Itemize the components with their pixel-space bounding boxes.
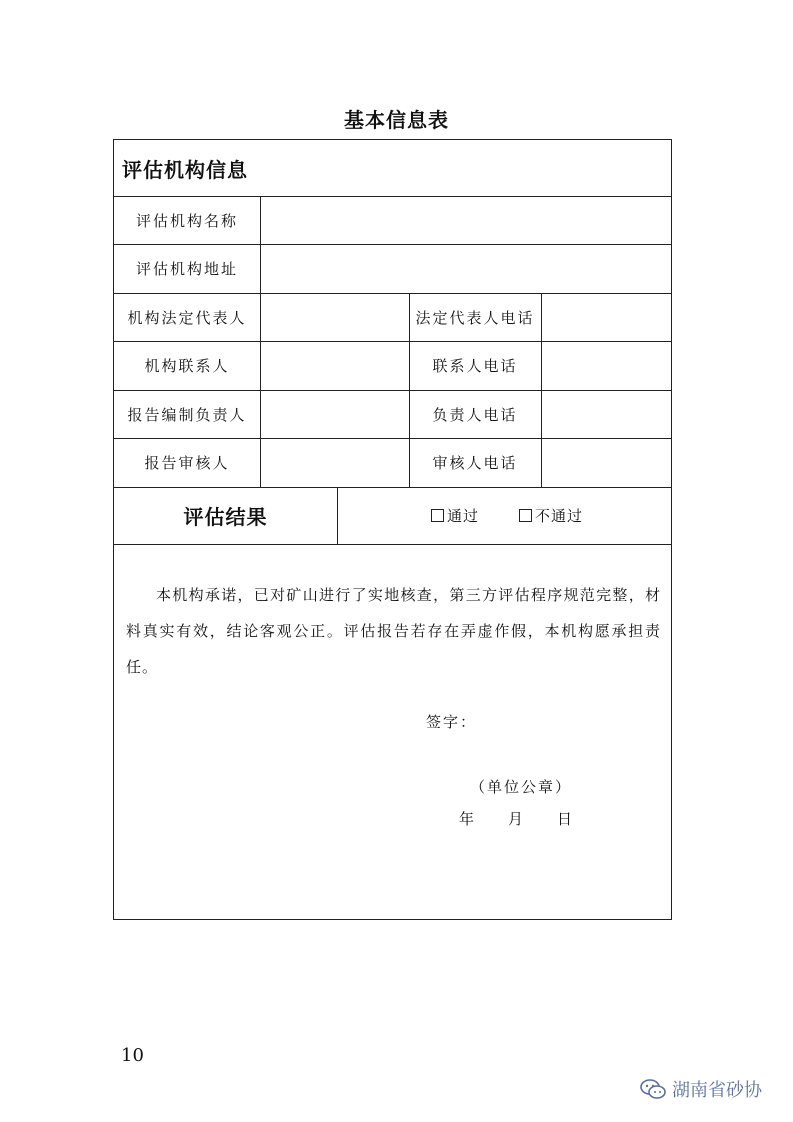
label-report-lead: 报告编制负责人 bbox=[127, 405, 247, 424]
fail-checkbox[interactable] bbox=[519, 509, 532, 522]
option-pass[interactable] bbox=[431, 505, 479, 526]
label-reviewer: 报告审核人 bbox=[144, 454, 230, 472]
label-agency-name: 评估机构名称 bbox=[135, 211, 238, 230]
label-evaluation-result: 评估结果 bbox=[183, 505, 268, 529]
label-report-lead-phone: 负责人电话 bbox=[432, 405, 518, 424]
row-divider bbox=[114, 544, 671, 545]
label-contact-phone: 联系人电话 bbox=[432, 357, 518, 375]
signature-label: 签字： bbox=[426, 713, 478, 731]
basic-info-table bbox=[113, 139, 672, 920]
agency-name-field[interactable] bbox=[261, 197, 672, 244]
date-year: 年 bbox=[459, 810, 477, 828]
label-legal-rep: 机构法定代表人 bbox=[127, 308, 247, 327]
report-lead-field[interactable] bbox=[261, 391, 409, 438]
option-pass-label: 通过 bbox=[447, 507, 480, 525]
seal-label: （单位公章） bbox=[470, 778, 573, 796]
pass-checkbox[interactable] bbox=[431, 509, 444, 522]
legal-rep-phone-field[interactable] bbox=[542, 294, 672, 341]
section-agency-info: 评估机构信息 bbox=[122, 157, 248, 182]
reviewer-phone-field[interactable] bbox=[542, 439, 672, 487]
watermark bbox=[640, 1076, 762, 1102]
label-reviewer-phone: 审核人电话 bbox=[432, 454, 518, 472]
label-legal-rep-phone: 法定代表人电话 bbox=[415, 308, 535, 327]
date-day: 日 bbox=[557, 810, 575, 828]
wechat-icon bbox=[640, 1078, 666, 1100]
report-lead-phone-field[interactable] bbox=[542, 391, 672, 438]
label-contact: 机构联系人 bbox=[144, 357, 230, 375]
option-fail[interactable] bbox=[519, 505, 583, 526]
page-number: 10 bbox=[121, 1045, 144, 1066]
label-agency-address: 评估机构地址 bbox=[135, 260, 238, 278]
legal-rep-field[interactable] bbox=[261, 294, 409, 341]
result-options bbox=[338, 487, 673, 544]
reviewer-field[interactable] bbox=[261, 439, 409, 487]
contact-field[interactable] bbox=[261, 342, 409, 390]
date-month: 月 bbox=[508, 810, 526, 828]
watermark-text: 湖南省砂协 bbox=[672, 1080, 762, 1101]
agency-address-field[interactable] bbox=[261, 245, 672, 293]
option-fail-label: 不通过 bbox=[535, 507, 584, 525]
contact-phone-field[interactable] bbox=[542, 342, 672, 390]
form-title: 基本信息表 bbox=[344, 108, 449, 132]
pledge-statement: 本机构承诺，已对矿山进行了实地核查，第三方评估程序规范完整，材料真实有效，结论客观公正。评估报告若存在弄虚作假，本机构愿承担责任。 bbox=[126, 586, 661, 676]
